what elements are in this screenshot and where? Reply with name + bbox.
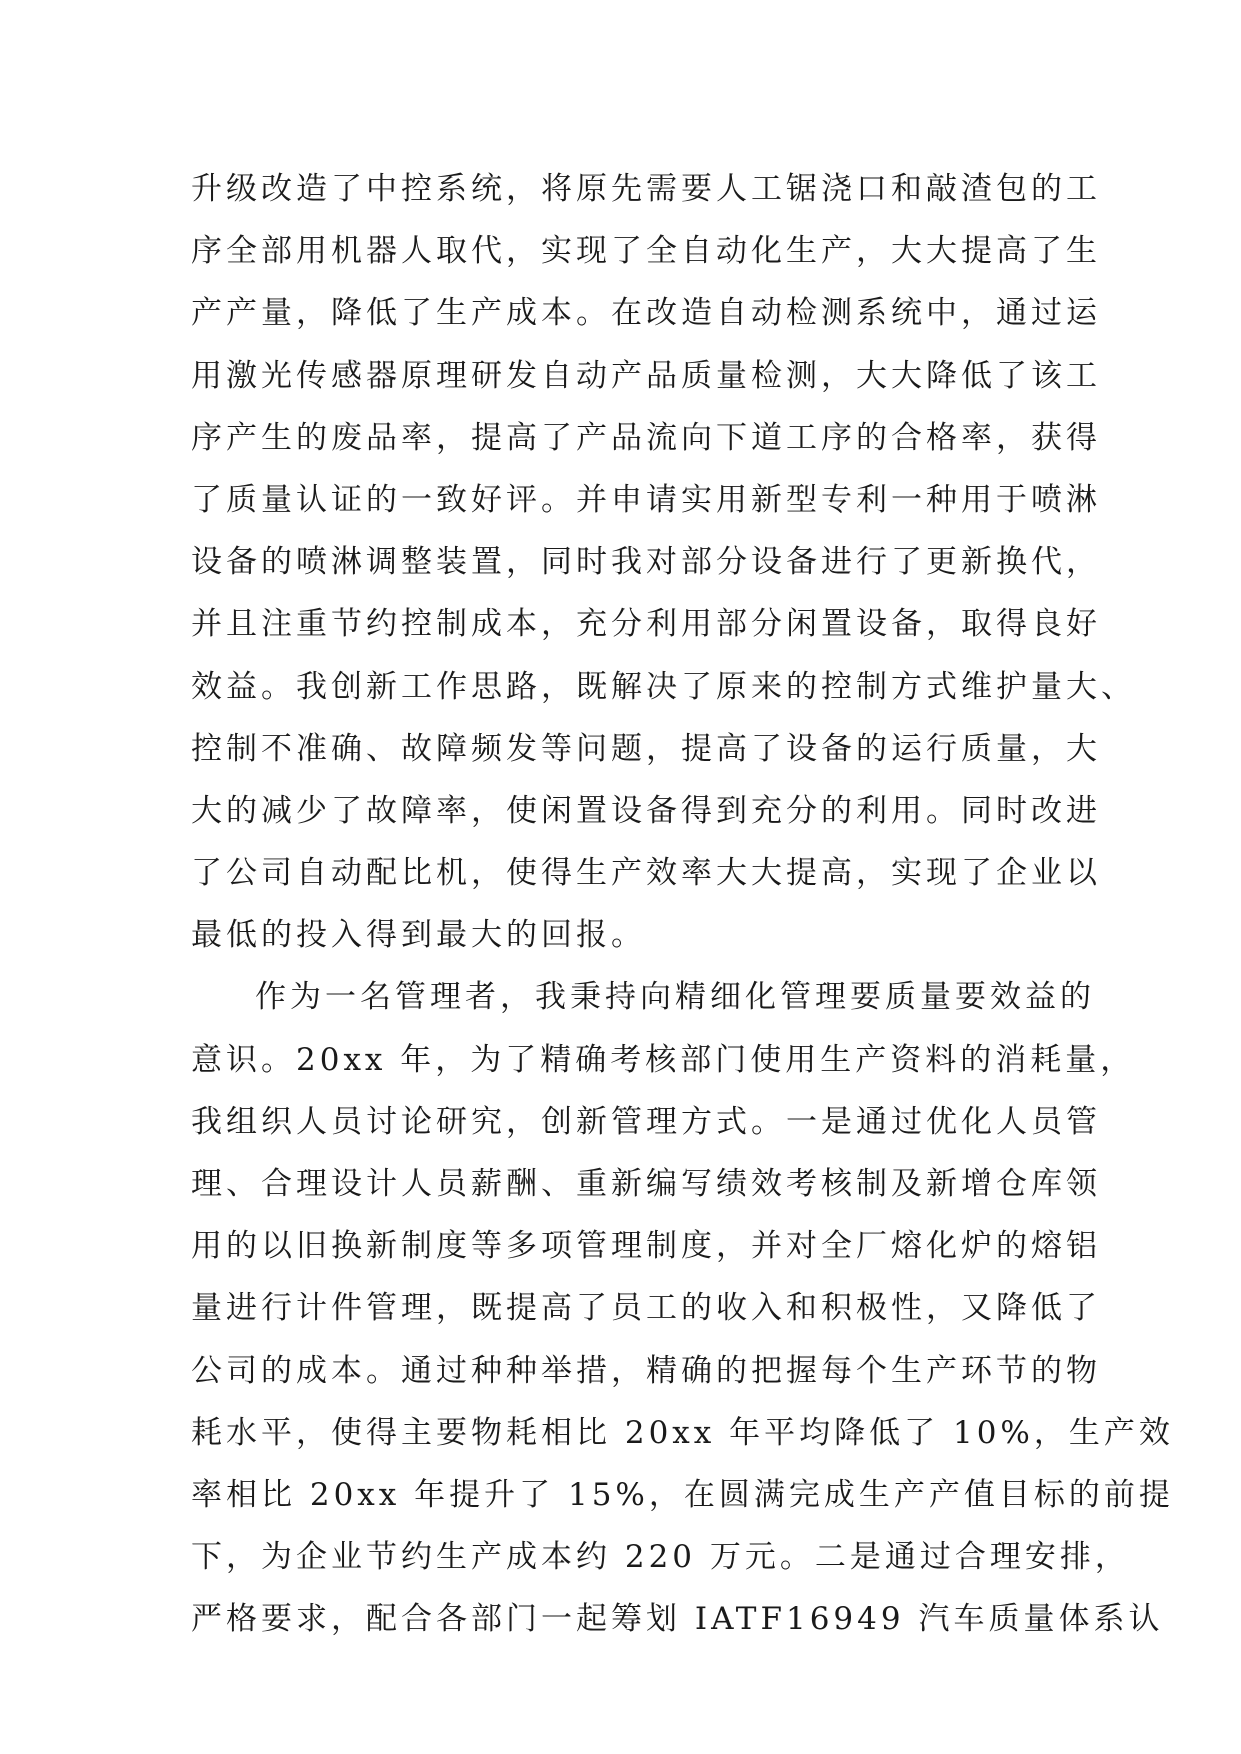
text-line: 设备的喷淋调整装置，同时我对部分设备进行了更新换代， (191, 544, 1101, 581)
text-line: 序全部用机器人取代，实现了全自动化生产，大大提高了生 (191, 233, 1101, 270)
text-line: 升级改造了中控系统，将原先需要人工锯浇口和敲渣包的工 (191, 171, 1101, 207)
text-line: 用激光传感器原理研发自动产品质量检测，大大降低了该工 (191, 357, 1101, 394)
paragraph-1 (191, 158, 1136, 966)
text-line: 理、合理设计人员薪酬、重新编写绩效考核制及新增仓库领 (191, 1166, 1101, 1202)
text-line: 量进行计件管理，既提高了员工的收入和积极性，又降低了 (191, 1290, 1101, 1327)
text-line: 我组织人员讨论研究，创新管理方式。一是通过优化人员管 (191, 1103, 1101, 1140)
document-body (191, 158, 1174, 1651)
text-line: 意识。20xx 年，为了精确考核部门使用生产资料的消耗量， (191, 1041, 1136, 1078)
text-line: 大的减少了故障率，使闲置设备得到充分的利用。同时改进 (191, 792, 1101, 829)
text-line: 作为一名管理者，我秉持向精细化管理要质量要效益的 (255, 979, 1095, 1016)
text-line: 耗水平，使得主要物耗相比 20xx 年平均降低了 10%，生产效 (191, 1414, 1174, 1451)
text-line: 了质量认证的一致好评。并申请实用新型专利一种用于喷淋 (191, 481, 1101, 518)
text-line: 效益。我创新工作思路，既解决了原来的控制方式维护量大、 (191, 668, 1136, 705)
text-line: 用的以旧换新制度等多项管理制度，并对全厂熔化炉的熔铝 (191, 1228, 1101, 1265)
text-line: 序产生的废品率，提高了产品流向下道工序的合格率，获得 (191, 419, 1101, 456)
text-line: 下，为企业节约生产成本约 220 万元。二是通过合理安排， (191, 1539, 1130, 1576)
text-line: 严格要求，配合各部门一起筹划 IATF16949 汽车质量体系认 (191, 1601, 1164, 1638)
text-line: 产产量，降低了生产成本。在改造自动检测系统中，通过运 (191, 295, 1101, 332)
paragraph-2 (191, 966, 1174, 1650)
text-line: 控制不准确、故障频发等问题，提高了设备的运行质量，大 (191, 730, 1101, 767)
text-line: 最低的投入得到最大的回报。 (191, 917, 646, 954)
text-line: 并且注重节约控制成本，充分利用部分闲置设备，取得良好 (191, 606, 1101, 643)
text-line: 率相比 20xx 年提升了 15%，在圆满完成生产产值目标的前提 (191, 1476, 1174, 1513)
text-line: 公司的成本。通过种种举措，精确的把握每个生产环节的物 (191, 1352, 1101, 1389)
text-line: 了公司自动配比机，使得生产效率大大提高，实现了企业以 (191, 855, 1101, 892)
